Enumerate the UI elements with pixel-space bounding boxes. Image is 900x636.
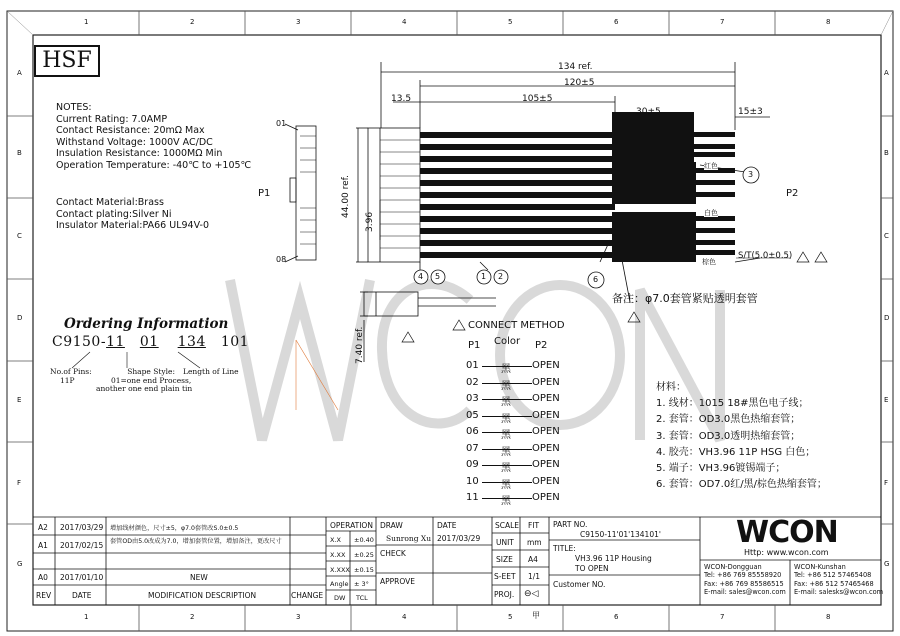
proj-label: PROJ. <box>494 590 515 599</box>
note-withstand: Withstand Voltage: 1000V AC/DC <box>56 136 213 148</box>
tol-x-xxx: X.XXX <box>330 566 350 574</box>
cm-row-p2: OPEN <box>532 442 560 454</box>
cm-row-color: 黑 <box>501 380 511 392</box>
projection-icon: ⊖◁ <box>524 589 539 599</box>
no-of-pins-value: 11P <box>60 375 75 385</box>
kunshan-fax: Fax: +86 512 57465468 <box>794 579 874 588</box>
cm-row-p1: 09 <box>466 459 479 470</box>
material-plating: Contact plating:Silver Ni <box>56 208 172 220</box>
zone-letter-a-right: A <box>884 69 889 77</box>
dongguan-contact <box>704 563 786 597</box>
dongguan-email: E-mail: sales@wcon.com <box>704 588 786 597</box>
callout-3: 3 <box>748 170 754 179</box>
cm-row-p2: OPEN <box>532 409 560 421</box>
dim-134: 134 ref. <box>558 62 593 72</box>
zone-letter-f-right: F <box>884 479 889 487</box>
zone-number-1: 1 <box>84 18 89 26</box>
draw-name: Sunrong Xu <box>386 534 432 543</box>
dongguan-fax: Fax: +86 769 85586515 <box>704 579 784 588</box>
unit-value: mm <box>527 538 542 547</box>
note-temperature: Operation Temperature: -40℃ to +105℃ <box>56 159 252 171</box>
tol-x-xx: X.XX <box>330 551 346 559</box>
bom-item-2: 2. 套管：OD3.0黑色热缩套管； <box>656 414 801 426</box>
length-label: Length of Line <box>183 367 239 376</box>
website: Http: www.wcon.com <box>744 548 829 557</box>
p1-label: P1 <box>258 188 271 199</box>
tol-angle-value: ± 3° <box>354 580 369 588</box>
cm-row-p2: OPEN <box>532 492 560 503</box>
unit-label: UNIT <box>496 538 514 547</box>
title-line-2: TO OPEN <box>575 564 609 573</box>
cm-row-p2: OPEN <box>532 459 560 470</box>
zone-number-6-bottom: 6 <box>614 613 619 621</box>
zone-number-8-bottom: 8 <box>826 613 831 621</box>
note-current: Current Rating: 7.0AMP <box>56 113 168 125</box>
rev-a2-date: 2017/03/29 <box>60 523 104 532</box>
rev-a1-desc: 套管OD由5.0改成为7.0，增加套管位置，增加备注，更改尺寸 <box>110 538 282 545</box>
zone-letter-e-right: E <box>884 396 889 404</box>
tol-x-xxx-value: ±0.15 <box>354 566 374 574</box>
zone-letter-d: D <box>17 314 23 322</box>
code-dash: - <box>100 334 107 350</box>
dim-3-96: 3.96 <box>365 211 375 232</box>
zone-number-4-bottom: 4 <box>402 613 407 621</box>
zone-number-7: 7 <box>720 18 725 26</box>
zone-letter-f: F <box>17 479 22 487</box>
cm-row-color: 黑 <box>501 463 511 474</box>
check-label: CHECK <box>380 549 406 558</box>
size-label: SIZE <box>496 555 513 564</box>
rev-a0-date: 2017/01/10 <box>60 573 104 582</box>
code-length: 134 <box>177 334 206 350</box>
shape-style-value-1: 01=one end Process, <box>110 375 192 385</box>
cm-header-color: Color <box>494 336 521 347</box>
wire-color-red: 红色 <box>704 162 718 170</box>
no-of-pins-label: No.of Pins: <box>50 367 92 376</box>
dim-7-40: 7.40 ref. <box>355 326 365 364</box>
wire-color-white: 白色 <box>704 209 718 217</box>
rev-a2-desc: 增加线材颜色，尺寸±5，φ7.0套管改S.0±0.5 <box>110 525 239 532</box>
operation-label: OPERATION <box>330 521 373 530</box>
zone-letter-g-right: G <box>884 560 890 568</box>
kunshan-name: WCON-Kunshan <box>794 563 846 571</box>
cm-header-p2: P2 <box>535 340 548 351</box>
kunshan-contact <box>794 563 883 597</box>
code-suffix: 101 <box>220 334 250 350</box>
callout-6: 6 <box>593 275 599 284</box>
modification-header: MODIFICATION DESCRIPTION <box>148 591 257 600</box>
zone-number-4: 4 <box>402 18 407 26</box>
zone-number-2: 2 <box>190 18 195 26</box>
cm-row-p2: OPEN <box>532 426 560 437</box>
material-contact: Contact Material:Brass <box>56 197 164 208</box>
shape-style-value-2: another one end plain tin <box>96 384 193 393</box>
dim-15: 15±3 <box>738 107 763 117</box>
rev-a1-date: 2017/02/15 <box>60 541 104 550</box>
part-no-label: PART NO. <box>553 520 588 529</box>
cm-row-p2: OPEN <box>532 393 560 404</box>
cm-row-color: 黑 <box>501 397 511 408</box>
date-header: DATE <box>72 591 92 600</box>
cm-row-color: 黑 <box>501 364 511 375</box>
wire-color-brown: 棕色 <box>702 258 716 266</box>
dongguan-name: WCON-Dongguan <box>704 563 762 571</box>
zone-letter-g: G <box>17 560 23 568</box>
cm-row-p1: 03 <box>466 393 479 404</box>
ordering-title: Ordering Information <box>64 316 229 332</box>
bom-title: 材料： <box>656 382 686 393</box>
shape-style-label: Shape Style: <box>127 367 176 376</box>
cm-row-color: 黑 <box>501 446 511 458</box>
connect-method-title: CONNECT METHOD <box>468 320 565 331</box>
material-insulator: Insulator Material:PA66 UL94V-0 <box>56 220 209 232</box>
zone-letter-b: B <box>17 149 22 157</box>
zone-letter-c: C <box>17 232 22 240</box>
cm-row-p2: OPEN <box>532 376 560 388</box>
cm-row-p1: 07 <box>466 442 479 454</box>
zone-number-8: 8 <box>826 18 831 26</box>
change-header: CHANGE <box>291 591 324 600</box>
dongguan-tel: Tel: +86 769 85558920 <box>704 571 782 580</box>
tcl-label: TCL <box>356 594 368 602</box>
date-value: 2017/03/29 <box>437 534 481 543</box>
zone-letter-b-right: B <box>884 149 889 157</box>
zone-number-5: 5 <box>508 18 513 26</box>
dw-label: DW <box>334 594 346 602</box>
zone-number-3: 3 <box>296 18 301 26</box>
dim-sleeve: S/T(5.0±0.5) <box>738 251 793 261</box>
callout-2: 2 <box>498 272 504 281</box>
cm-header-p1: P1 <box>468 340 481 351</box>
rev-a0-desc: NEW <box>190 573 208 582</box>
sheet-label: S-EET <box>494 572 516 581</box>
pin-last-label: 08 <box>276 255 287 264</box>
cm-row-color: 黑 <box>501 430 511 441</box>
dim-30: 30±5 <box>636 107 661 117</box>
dim-44: 44.00 ref. <box>341 174 351 218</box>
size-value: A4 <box>528 555 538 564</box>
zone-number-7-bottom: 7 <box>720 613 725 621</box>
cm-row-p1: 11 <box>466 492 479 503</box>
zone-number-5-bottom: 5 <box>508 613 513 621</box>
approve-label: APPROVE <box>380 577 416 586</box>
kunshan-email: E-mail: salesks@wcon.com <box>794 588 884 597</box>
cm-row-p2: OPEN <box>532 475 560 487</box>
draw-label: DRAW <box>380 521 403 530</box>
cm-row-color: 黑 <box>501 479 511 491</box>
note-contact-resistance: Contact Resistance: 20mΩ Max <box>56 125 205 137</box>
part-no-value: C9150-11'01'134101' <box>580 530 661 539</box>
notes-title: NOTES: <box>56 102 92 113</box>
zone-letter-e: E <box>17 396 22 404</box>
zone-number-3-bottom: 3 <box>296 613 301 621</box>
dim-13-5: 13.5 <box>391 94 412 104</box>
rev-a2: A2 <box>38 523 48 532</box>
sleeve-note: 备注：φ7.0套管紧贴透明套管 <box>612 292 758 305</box>
tol-x-x: X.X <box>330 536 341 544</box>
scale-label: SCALE <box>495 521 520 530</box>
wcon-logo: WCON <box>736 515 838 550</box>
cm-row-p1: 06 <box>466 426 479 437</box>
bom-item-4: 4. 胶壳：VH3.96 11P HSG 白色； <box>656 446 816 458</box>
tol-x-x-value: ±0.40 <box>354 536 374 544</box>
cm-row-p2: OPEN <box>532 360 560 371</box>
sheet-value: 1/1 <box>528 572 541 581</box>
zone-number-2-bottom: 2 <box>190 613 195 621</box>
zone-letter-a: A <box>17 69 22 77</box>
code-shape: 01 <box>139 334 159 350</box>
zone-number-1-bottom: 1 <box>84 613 89 621</box>
footer-mark: 甲 <box>532 611 540 620</box>
dim-120: 120±5 <box>564 78 595 88</box>
zone-number-6: 6 <box>614 18 619 26</box>
cm-row-color: 黑 <box>501 496 511 507</box>
title-line-1: VH3.96 11P Housing <box>575 554 652 563</box>
code-pins: 11 <box>106 334 125 350</box>
callout-1: 1 <box>481 272 487 281</box>
zone-letter-d-right: D <box>884 314 890 322</box>
cm-row-color: 黑 <box>501 413 511 425</box>
cm-row-p1: 02 <box>466 376 479 388</box>
bom-item-1: 1. 线材：1015 18#黑色电子线； <box>656 398 809 410</box>
cm-row-p1: 01 <box>466 360 479 371</box>
dim-105: 105±5 <box>522 94 553 104</box>
hsf-label: HSF <box>34 45 100 77</box>
zone-letter-c-right: C <box>884 232 889 240</box>
tol-angle: Angle <box>330 580 349 588</box>
title-label: TITLE: <box>553 544 576 553</box>
cm-row-p1: 10 <box>466 475 479 487</box>
rev-a1: A1 <box>38 541 48 550</box>
rev-a0: A0 <box>38 573 48 582</box>
callout-4: 4 <box>418 272 424 281</box>
bom-item-6: 6. 套管：OD7.0红/黑/棕色热缩套管； <box>656 479 827 491</box>
note-insulation: Insulation Resistance: 1000MΩ Min <box>56 148 223 160</box>
callout-5: 5 <box>435 272 441 281</box>
code-series: C9150 <box>52 334 101 350</box>
rev-header: REV <box>36 591 52 600</box>
pin-first-label: 01 <box>276 119 287 128</box>
kunshan-tel: Tel: +86 512 57465408 <box>794 571 872 580</box>
date-label: DATE <box>437 521 457 530</box>
customer-label: Customer NO. <box>553 580 606 589</box>
cm-row-p1: 05 <box>466 409 479 421</box>
bom-item-5: 5. 端子：VH3.96镀锡端子； <box>656 463 786 475</box>
p2-label: P2 <box>786 188 799 199</box>
scale-value: FIT <box>528 521 540 530</box>
tol-x-xx-value: ±0.25 <box>354 551 374 559</box>
bom-item-3: 3. 套管：OD3.0透明热缩套管； <box>656 430 801 442</box>
